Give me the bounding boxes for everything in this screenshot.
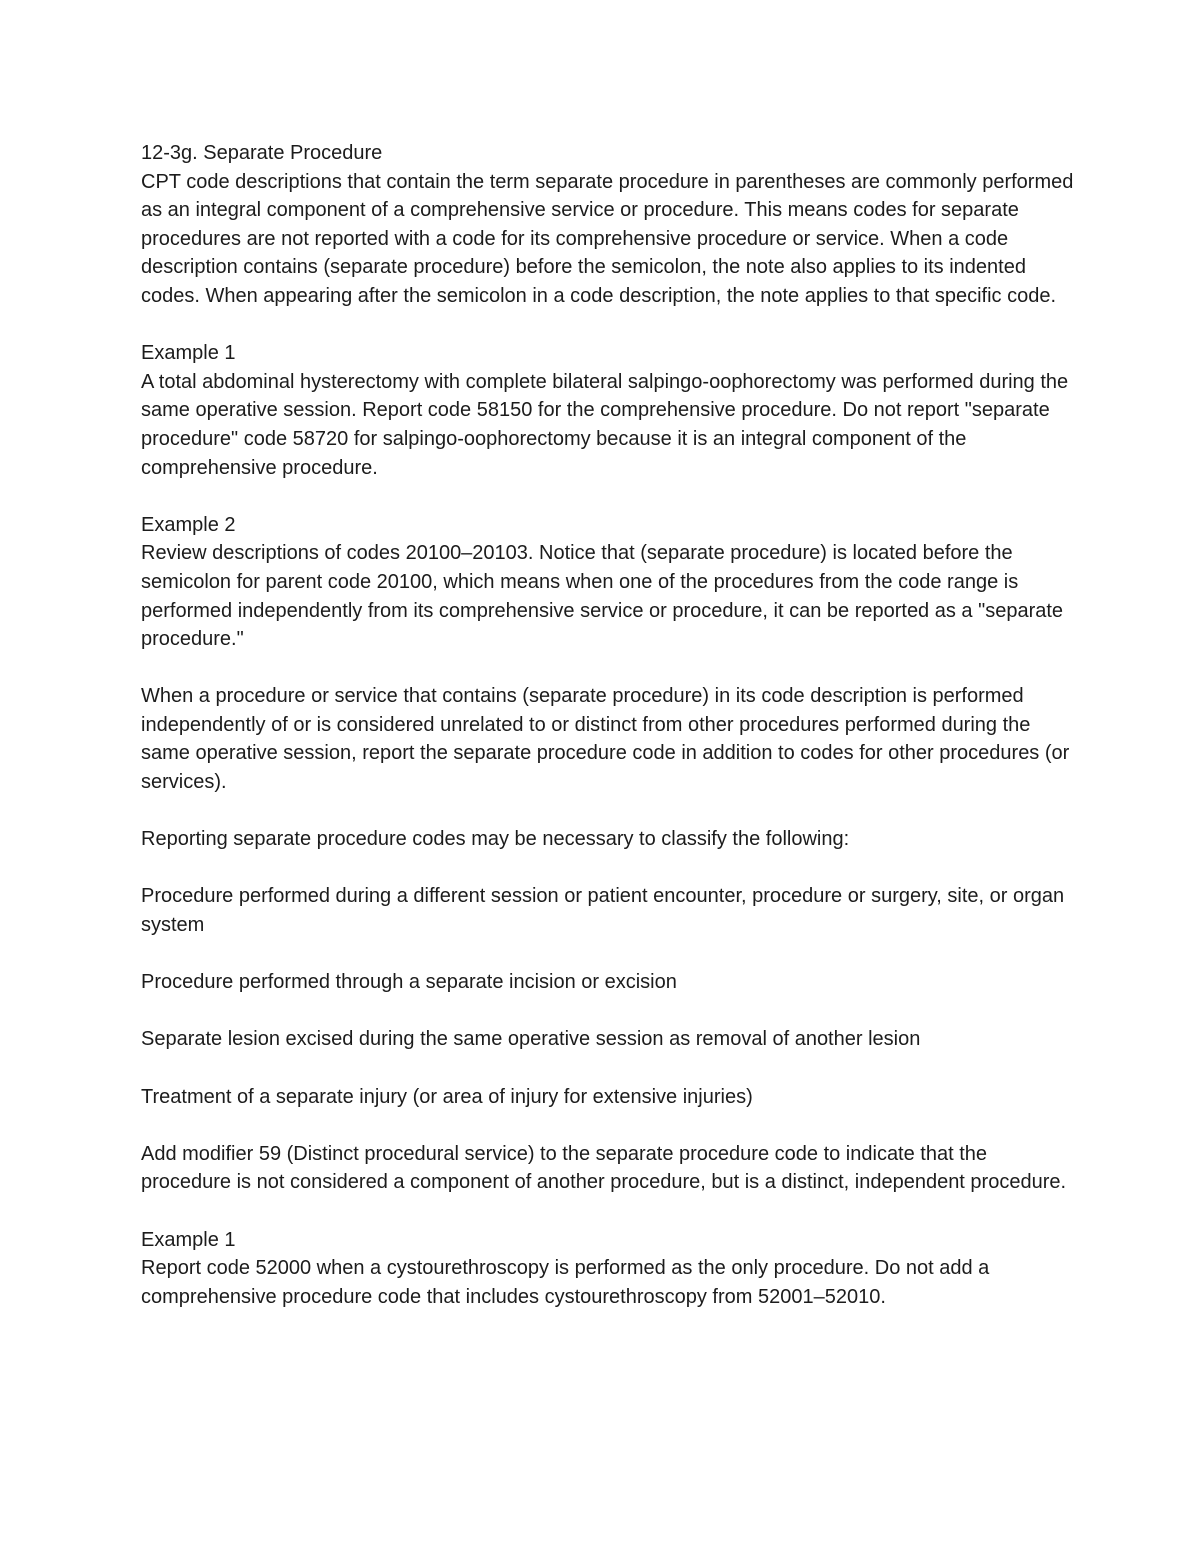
example-3-title: Example 1 — [141, 1228, 236, 1251]
example-1-title: Example 1 — [141, 342, 236, 365]
section-intro — [141, 139, 1076, 311]
example-1 — [141, 339, 1076, 482]
modifier-paragraph: Add modifier 59 (Distinct procedural service) to the separate procedure code to indicate that the procedure is not considered a component of another procedure, but is a distinct, independent procedure. — [141, 1142, 1067, 1194]
classify-intro: Reporting separate procedure codes may be necessary to classify the following: — [141, 828, 850, 851]
independent-paragraph: When a procedure or service that contains (separate procedure) in its code description is performed independently of or is considered unrelated to or distinct from other procedures performed during the same operative session, report the separate procedure code in addition to codes for other procedures (or services). — [141, 685, 1070, 794]
classify-item: Procedure performed through a separate incision or excision — [141, 971, 677, 994]
example-2 — [141, 511, 1076, 654]
example-2-text: Review descriptions of codes 20100–20103. Notice that (separate procedure) is located before the semicolon for parent code 20100, which means when one of the procedures from the code range is performed independently from its comprehensive service or procedure, it can be reported as a "separate procedure." — [141, 542, 1064, 651]
example-2-title: Example 2 — [141, 513, 236, 536]
document-body — [141, 139, 1076, 1340]
example-1-text: A total abdominal hysterectomy with complete bilateral salpingo-oophorectomy was performed during the same operative session. Report code 58150 for the comprehensive procedure. Do not report "separate procedure" code 58720 for salpingo-oophorectomy because it is an integral component of the comprehensive procedure. — [141, 370, 1069, 479]
example-3 — [141, 1226, 1076, 1312]
classify-item: Treatment of a separate injury (or area of injury for extensive injuries) — [141, 1085, 753, 1108]
section-heading: 12-3g. Separate Procedure — [141, 142, 383, 164]
classify-item: Separate lesion excised during the same operative session as removal of another lesion — [141, 1028, 921, 1051]
intro-paragraph: CPT code descriptions that contain the term separate procedure in parentheses are commonly performed as an integral component of a comprehensive service or procedure. This means codes for separate procedures are not reported with a code for its comprehensive procedure or service. When a code description contains (separate procedure) before the semicolon, the note also applies to its indented codes. When appearing after the semicolon in a code description, the note applies to that specific code. — [141, 170, 1074, 307]
classify-item: Procedure performed during a different session or patient encounter, procedure or surgery, site, or organ system — [141, 885, 1065, 937]
example-3-text: Report code 52000 when a cystourethroscopy is performed as the only procedure. Do not add a comprehensive procedure code that includes cystourethroscopy from 52001–52010. — [141, 1257, 990, 1308]
